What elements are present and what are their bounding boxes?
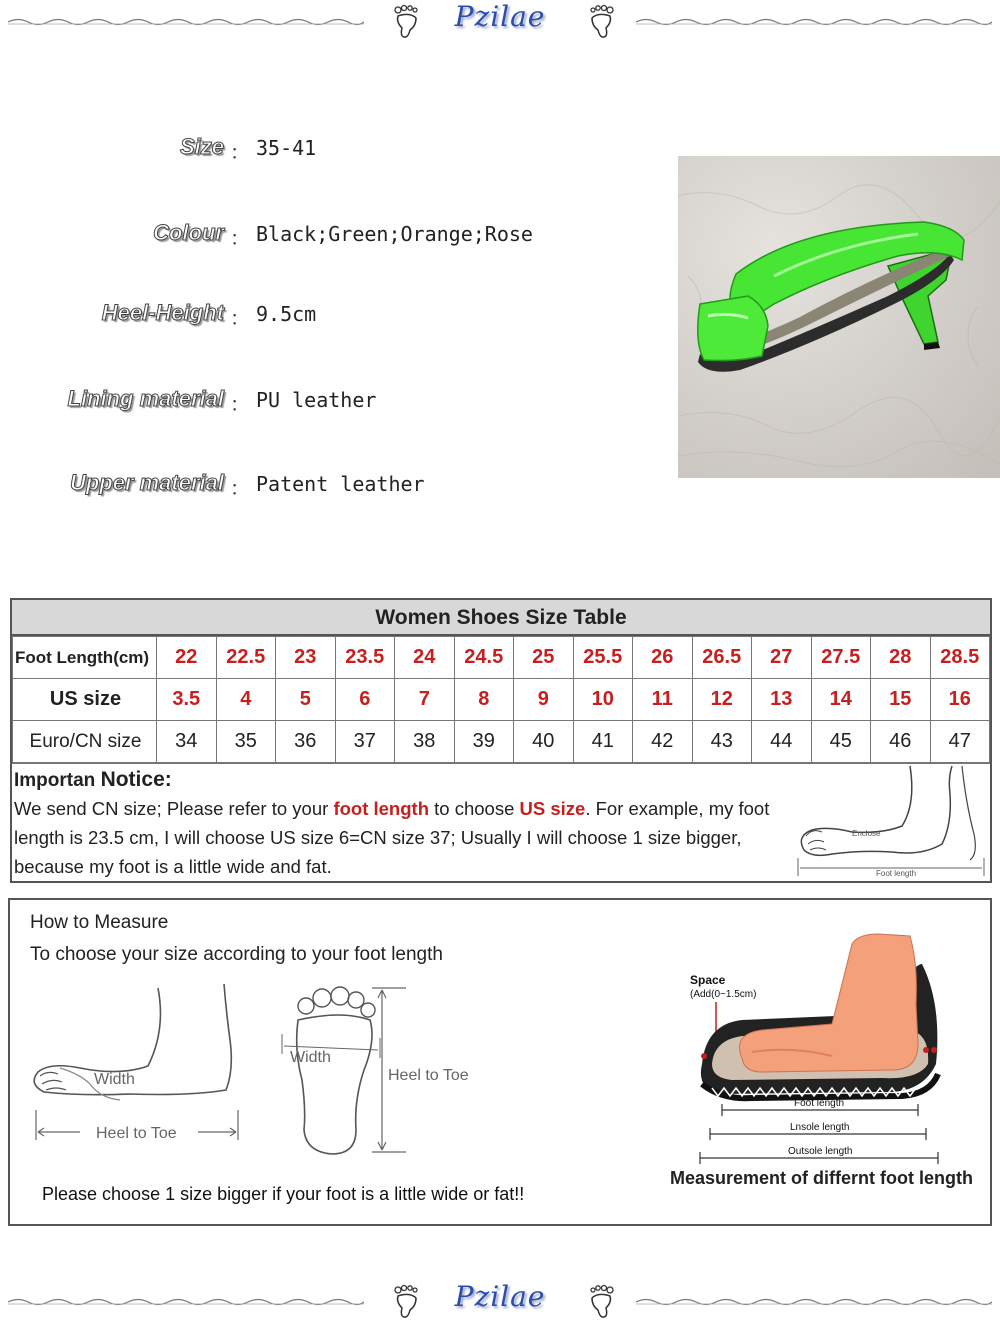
spec-label: Size: [179, 134, 224, 159]
size-table-title: Women Shoes Size Table: [12, 600, 990, 636]
table-cell: 4: [216, 679, 276, 721]
table-cell: 23: [276, 637, 336, 679]
right-footprint-icon: [586, 4, 616, 40]
right-divider-wave: [636, 14, 992, 28]
table-row: [13, 679, 990, 721]
product-photo: [678, 156, 1000, 478]
table-cell: 40: [514, 721, 574, 763]
side-foot-diagram: [20, 980, 250, 1150]
spec-label: Colour: [153, 220, 224, 245]
heel-to-toe-label: Heel to Toe: [388, 1067, 469, 1084]
table-cell: 8: [454, 679, 514, 721]
right-footprint-icon: [586, 1284, 616, 1320]
spec-colon: ：: [230, 478, 250, 500]
notice-title-prefix: Importan: [14, 770, 101, 791]
table-row: [13, 637, 990, 679]
row-header: Euro/CN size: [13, 721, 157, 763]
spec-label: Upper material: [69, 470, 224, 495]
spec-colon: ：: [230, 308, 250, 330]
notice-title: [14, 768, 172, 792]
insole-length-label: Lnsole length: [790, 1122, 850, 1133]
width-label: Width: [94, 1071, 135, 1088]
shoe-cross-section-diagram: [682, 924, 962, 1166]
spec-lining-material: [0, 386, 660, 416]
table-cell: 13: [752, 679, 812, 721]
table-cell: 47: [930, 721, 990, 763]
heel-to-toe-label: Heel to Toe: [96, 1125, 177, 1142]
table-cell: 25: [514, 637, 574, 679]
table-cell: 10: [573, 679, 633, 721]
notice-part: We send CN size; Please refer to your: [14, 798, 334, 819]
measure-caption: Measurement of differnt foot length: [670, 1168, 973, 1188]
left-footprint-icon: [392, 4, 422, 40]
space-add-label: (Add(0~1.5cm): [690, 989, 757, 1000]
size-grid: [12, 636, 990, 763]
table-cell: 41: [573, 721, 633, 763]
foot-length-label: Foot length: [876, 869, 917, 878]
left-divider-wave: [8, 1294, 364, 1308]
table-cell: 25.5: [573, 637, 633, 679]
table-cell: 6: [335, 679, 395, 721]
spec-value: Patent leather: [256, 472, 425, 496]
notice-title-word: Notice:: [100, 768, 172, 791]
table-cell: 43: [692, 721, 752, 763]
size-notice: [12, 763, 990, 881]
left-divider-wave: [8, 14, 364, 28]
spec-upper-material: [0, 470, 660, 500]
spec-size: [0, 134, 660, 164]
spec-label: Heel-Height: [101, 300, 224, 325]
outsole-length-label: Outsole length: [788, 1146, 853, 1157]
notice-highlight: US size: [519, 798, 586, 819]
space-label: Space: [690, 973, 726, 987]
notice-part: . For example, my foot length is 23.5 cm, I will choose US size 6=CN size 37; Usually I will choose 1 size bigger, because my foot is a little wide and fat.: [14, 798, 770, 877]
foot-length-diagram: [792, 764, 992, 882]
top-brand-bar: [0, 0, 1000, 44]
spec-value: PU leather: [256, 388, 377, 412]
right-divider-wave: [636, 1294, 992, 1308]
notice-text: [14, 794, 789, 881]
bottom-brand-bar: [0, 1280, 1000, 1324]
table-cell: 24.5: [454, 637, 514, 679]
size-table: [10, 598, 992, 883]
spec-colon: ：: [230, 142, 250, 164]
table-cell: 14: [811, 679, 871, 721]
row-header: Foot Length(cm): [13, 637, 157, 679]
table-cell: 37: [335, 721, 395, 763]
measure-title: How to Measure: [30, 912, 169, 933]
table-cell: 22.5: [216, 637, 276, 679]
table-cell: 9: [514, 679, 574, 721]
table-cell: 34: [157, 721, 217, 763]
spec-value: 35-41: [256, 136, 317, 160]
table-cell: 27: [752, 637, 812, 679]
table-cell: 3.5: [157, 679, 217, 721]
table-cell: 28: [871, 637, 931, 679]
brand-name: Pzilae: [454, 1280, 546, 1313]
table-cell: 22: [157, 637, 217, 679]
notice-highlight: foot length: [333, 798, 429, 819]
table-cell: 35: [216, 721, 276, 763]
table-cell: 28.5: [930, 637, 990, 679]
table-cell: 38: [395, 721, 455, 763]
measure-subtitle: To choose your size according to your foot length: [30, 944, 443, 965]
foot-length-label: Foot length: [794, 1098, 845, 1109]
spec-value: 9.5cm: [256, 302, 317, 326]
spec-heel-height: [0, 300, 660, 330]
table-cell: 16: [930, 679, 990, 721]
table-cell: 24: [395, 637, 455, 679]
table-cell: 26.5: [692, 637, 752, 679]
table-cell: 45: [811, 721, 871, 763]
table-row: [13, 721, 990, 763]
table-cell: 23.5: [335, 637, 395, 679]
green-mule-sandal-image: [678, 156, 1000, 478]
table-cell: 26: [633, 637, 693, 679]
table-cell: 39: [454, 721, 514, 763]
spec-label: Lining material: [67, 386, 224, 411]
enclose-label: Enclose: [852, 829, 881, 838]
left-footprint-icon: [392, 1284, 422, 1320]
table-cell: 42: [633, 721, 693, 763]
how-to-measure-panel: [8, 898, 992, 1226]
table-cell: 44: [752, 721, 812, 763]
measure-note: Please choose 1 size bigger if your foot is a little wide or fat!!: [42, 1184, 525, 1204]
table-cell: 27.5: [811, 637, 871, 679]
notice-part: to choose: [429, 798, 520, 819]
row-header: US size: [13, 679, 157, 721]
table-cell: 46: [871, 721, 931, 763]
width-label: Width: [290, 1049, 331, 1066]
table-cell: 5: [276, 679, 336, 721]
spec-colour: [0, 220, 660, 250]
table-cell: 12: [692, 679, 752, 721]
table-cell: 11: [633, 679, 693, 721]
table-cell: 15: [871, 679, 931, 721]
spec-colon: ：: [230, 228, 250, 250]
brand-name: Pzilae: [454, 0, 546, 33]
sole-foot-diagram: [272, 980, 492, 1160]
spec-colon: ：: [230, 394, 250, 416]
spec-value: Black;Green;Orange;Rose: [256, 222, 533, 246]
table-cell: 7: [395, 679, 455, 721]
table-cell: 36: [276, 721, 336, 763]
